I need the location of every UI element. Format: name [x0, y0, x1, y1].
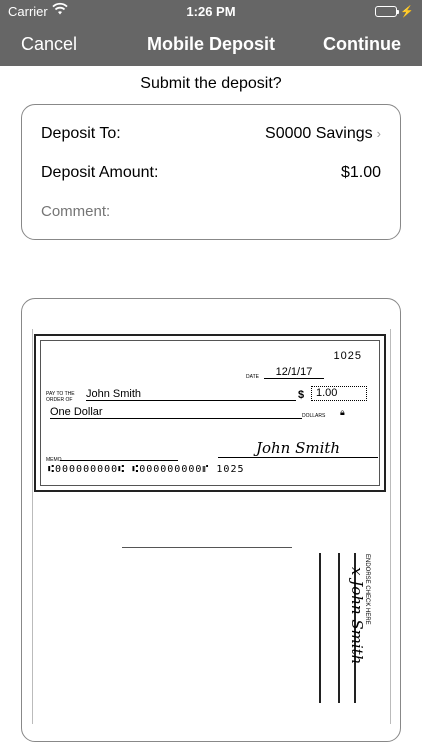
check-date-label: DATE — [246, 374, 259, 380]
check-amount: 1.00 — [311, 386, 367, 401]
battery-indicator — [375, 5, 414, 18]
confirm-prompt: Submit the deposit? — [140, 75, 282, 92]
endorse-label: ENDORSE CHECK HERE — [364, 554, 370, 625]
carrier-label: Carrier — [8, 4, 48, 19]
continue-button[interactable]: Continue — [323, 34, 401, 54]
cancel-button[interactable]: Cancel — [21, 34, 78, 54]
endorse-line-1 — [319, 553, 321, 703]
status-time: 1:26 PM — [186, 4, 236, 19]
deposit-amount-label: Deposit Amount: — [41, 164, 159, 181]
check-currency-symbol: $ — [298, 389, 305, 401]
scan-edge-left — [32, 329, 33, 724]
chevron-right-icon: › — [376, 126, 381, 141]
account-name: S0000 Savings — [265, 125, 373, 142]
status-bar — [0, 0, 422, 22]
check-signature: John Smith — [218, 439, 378, 458]
check-dollars-label: DOLLARS — [302, 413, 326, 419]
check-memo-line — [60, 450, 178, 461]
check-micr-line: ⑆000000000⑆ ⑆000000000⑈ 1025 — [48, 464, 245, 475]
check-memo-label: MEMO — [46, 457, 62, 463]
check-number: 1025 — [333, 350, 362, 362]
scan-edge-right — [390, 329, 391, 724]
endorse-line-2 — [338, 553, 340, 703]
check-date: 12/1/17 — [264, 366, 324, 379]
endorsement-signature: x John Smith — [348, 567, 366, 665]
deposit-to-label: Deposit To: — [41, 125, 121, 142]
bolt-icon: ⚡ — [400, 6, 414, 18]
deposit-to-value — [265, 125, 381, 143]
header-bar — [0, 0, 422, 66]
check-payee: John Smith — [86, 388, 296, 401]
check-images-card — [21, 298, 401, 742]
page-title: Mobile Deposit — [146, 34, 275, 54]
check-amount-words: One Dollar — [50, 406, 302, 419]
lock-icon: 🔒︎ — [340, 407, 345, 417]
check-front-image — [34, 334, 386, 492]
deposit-details-card — [21, 104, 401, 240]
check-payto-label: PAY TO THE ORDER OF — [46, 391, 75, 403]
deposit-amount-value: $1.00 — [340, 164, 381, 181]
back-top-mark — [122, 547, 292, 548]
navigation-bar — [0, 22, 422, 66]
battery-icon — [375, 6, 397, 17]
comment-input[interactable] — [41, 203, 371, 220]
